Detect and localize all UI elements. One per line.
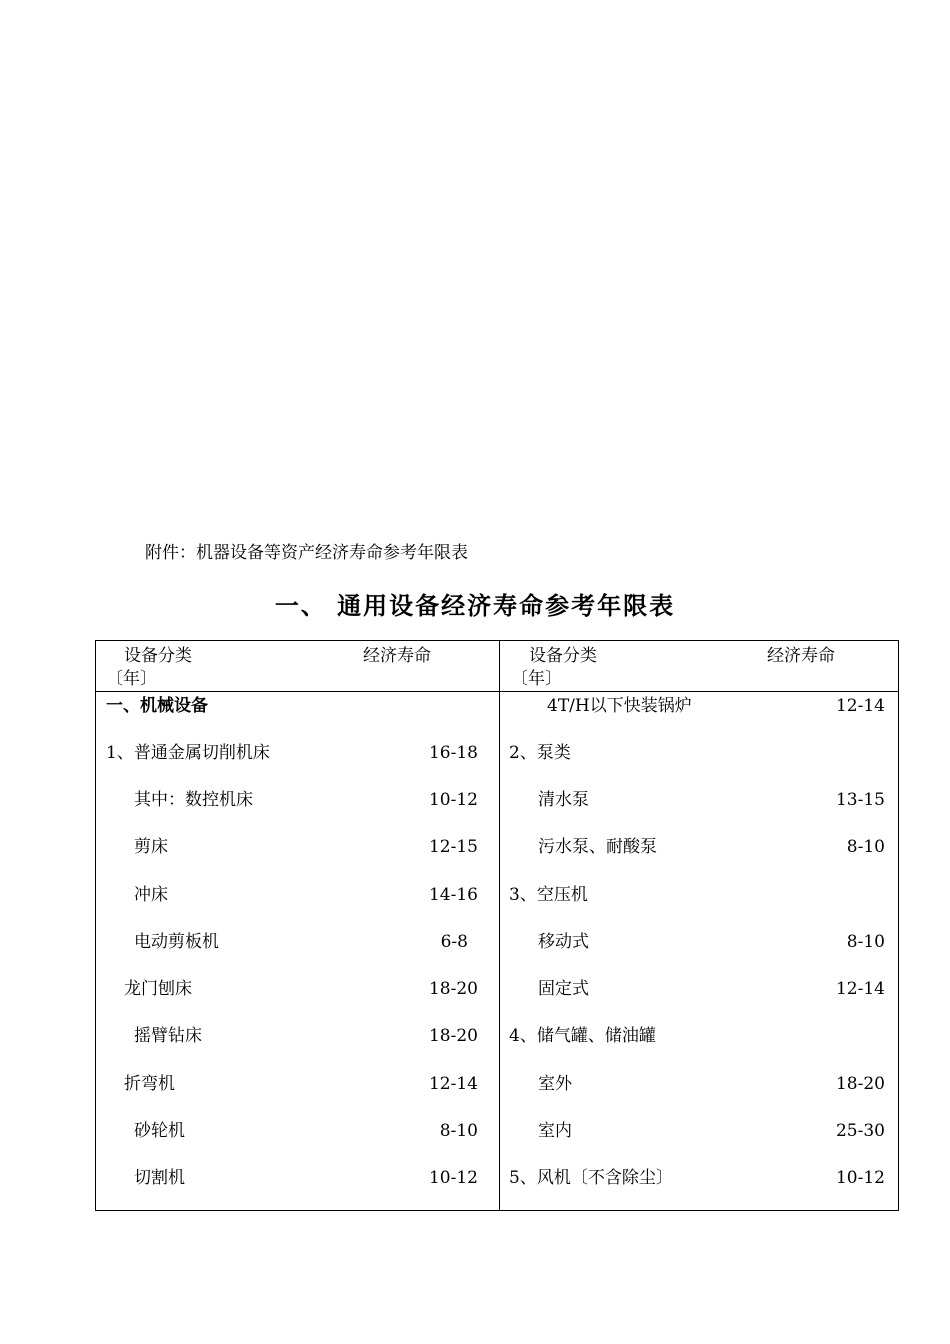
row-category: 摇臂钻床 (134, 1026, 202, 1046)
row-life: 10-12 (428, 790, 478, 810)
row-life: 12-14 (835, 696, 885, 716)
table-row (134, 835, 478, 859)
row-life: 10-12 (428, 1168, 478, 1188)
row-category: 固定式 (538, 979, 589, 999)
table-row (134, 1119, 478, 1143)
row-category: 一、机械设备 (106, 696, 208, 716)
equipment-life-table (95, 640, 899, 1211)
table-row (509, 1024, 885, 1048)
row-life: 8-10 (846, 837, 885, 857)
right-header-category: 设备分类 (529, 646, 597, 666)
attachment-caption: 附件：机器设备等资产经济寿命参考年限表 (145, 543, 468, 563)
row-category: 5、风机〔不含除尘〕 (509, 1168, 673, 1188)
table-row (509, 1166, 885, 1190)
table-row (538, 788, 885, 812)
table-row (134, 1024, 478, 1048)
row-category: 污水泵、耐酸泵 (538, 837, 657, 857)
row-category: 冲床 (134, 885, 168, 905)
table-row (134, 930, 468, 954)
row-category: 清水泵 (538, 790, 589, 810)
table-row (509, 741, 885, 765)
row-life: 16-18 (428, 743, 478, 763)
right-header-unit: 〔年〕 (511, 669, 562, 689)
row-life: 14-16 (428, 885, 478, 905)
row-life: 25-30 (835, 1121, 885, 1141)
row-life: 12-14 (428, 1074, 478, 1094)
left-header-life: 经济寿命 (363, 646, 431, 666)
table-row (538, 1119, 885, 1143)
row-category: 4、储气罐、储油罐 (509, 1026, 656, 1046)
table-row (124, 1072, 478, 1096)
row-category: 移动式 (538, 932, 589, 952)
table-row (509, 883, 885, 907)
table-row (134, 1166, 478, 1190)
row-life: 6-8 (440, 932, 468, 952)
row-life: 18-20 (428, 979, 478, 999)
row-category: 4T/H以下快装锅炉 (547, 696, 692, 716)
row-life: 12-15 (428, 837, 478, 857)
table-row (538, 1072, 885, 1096)
page-title: 一、 通用设备经济寿命参考年限表 (274, 591, 676, 620)
row-life: 18-20 (835, 1074, 885, 1094)
right-header-life: 经济寿命 (767, 646, 835, 666)
row-life: 8-10 (439, 1121, 478, 1141)
row-life: 18-20 (428, 1026, 478, 1046)
row-category: 电动剪板机 (134, 932, 219, 952)
header-divider (96, 691, 898, 692)
row-life: 13-15 (835, 790, 885, 810)
row-life: 12-14 (835, 979, 885, 999)
row-category: 龙门刨床 (124, 979, 192, 999)
table-row (538, 835, 885, 859)
table-row (547, 694, 885, 718)
row-category: 室内 (538, 1121, 572, 1141)
table-row (538, 977, 885, 1001)
row-category: 室外 (538, 1074, 572, 1094)
table-row (134, 788, 478, 812)
column-divider (499, 641, 500, 1210)
table-row (538, 930, 885, 954)
table-row (124, 977, 478, 1001)
table-row (134, 883, 478, 907)
row-category: 剪床 (134, 837, 168, 857)
row-category: 其中：数控机床 (134, 790, 253, 810)
row-category: 1、普通金属切削机床 (106, 743, 270, 763)
row-category: 切割机 (134, 1168, 185, 1188)
left-header-category: 设备分类 (124, 646, 192, 666)
row-category: 砂轮机 (134, 1121, 185, 1141)
table-row (106, 741, 478, 765)
row-life: 10-12 (835, 1168, 885, 1188)
row-life: 8-10 (846, 932, 885, 952)
row-category: 折弯机 (124, 1074, 175, 1094)
row-category: 3、空压机 (509, 885, 588, 905)
table-row (106, 694, 478, 718)
left-header-unit: 〔年〕 (106, 669, 157, 689)
row-category: 2、泵类 (509, 743, 571, 763)
